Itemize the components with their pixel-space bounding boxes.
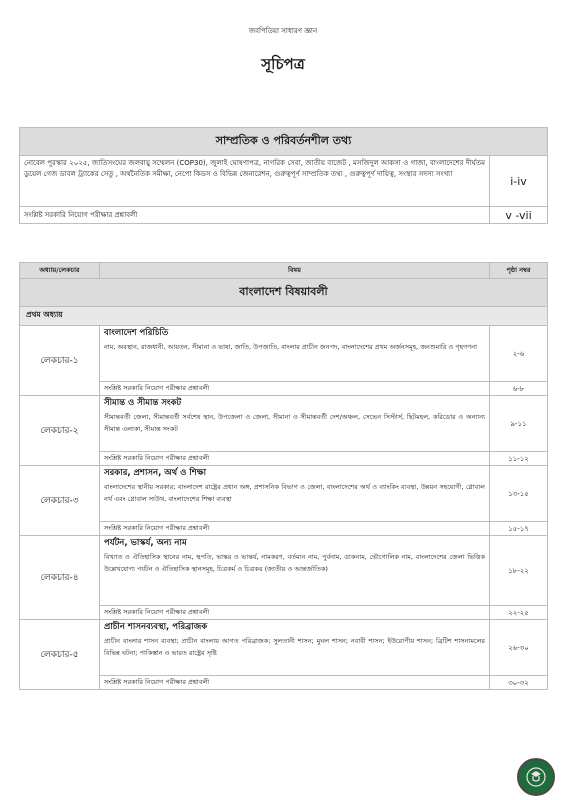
lecture-details: বিখ্যাত ও ঐতিহাসিক স্থানের নাম, স্থপতি, ভাস্কর ও ভাস্কর্য, নামকরণ, বর্তমান নাম, পুর্বনাম, ডাকনাম, ভৌগোলিক নাম, বাংলাদেশের জেলা ভিত্তিক উল্লেখযোগ্য পর্যটন ও ঐতিহাসিক স্থানসমূহ, চিত্রকর্ম ও চিত্রকর (জাতীয় ও আন্তর্জাতিক) — [104, 553, 485, 573]
lecture-title: পর্যটন, ভাস্কর্য, অন্য নাম — [104, 538, 187, 548]
current-affairs-topics: নোবেল পুরস্কার ২০২৫, জাতিসংঘের জলবায়ু সম্মেলন (COP30), জুলাই ঘোষণাপত্র, নাগরিক সেবা, জাতীয় বাজেট , মসজিদুল আকসা ও গাজা, বাংলাদেশের দীর্ঘতম ডুয়েল গেজ ডাবল ট্র্যাকের সেতু , অর্থনৈতিক সমীক্ষা, নেপো কিডস ও বিভিন্ন জেনারেশন, গুরুত্বপূর্ণ সাম্প্রতিক তথ্য , গুরুত্বপূর্ণ দায়িত্ব, সংস্থার সদস্য সংখ্যা — [20, 156, 490, 207]
lecture-pages: ১৮-২২ — [490, 536, 548, 606]
page-title: সূচিপত্র — [261, 55, 305, 73]
lecture-details: প্রাচীন বাংলার শাসন ব্যবস্থা; প্রাচীন বাংলায় আগত পরিব্রাজক; সুলতানী শাসন; মুঘল শাসন; নবাবী শাসন; ইউরোপীয় শাসন; ব্রিটিশ শাসনামলের বিভিন্ন ঘটনা; পাকিস্তান ও ভারত রাষ্ট্রের সৃষ্টি — [104, 637, 485, 657]
current-affairs-pyq: সংশ্লিষ্ট সরকারি নিয়োগ পরীক্ষার প্রশ্নাবলী — [20, 207, 490, 224]
lecture-label: লেকচার-২ — [20, 396, 100, 466]
col-header-topic: বিষয় — [100, 263, 490, 279]
pyq-pages: ১১-১২ — [490, 452, 548, 466]
pyq-label: সংশ্লিষ্ট সরকারি নিয়োগ পরীক্ষার প্রশ্নাবলী — [100, 452, 490, 466]
pyq-row — [20, 382, 548, 396]
lecture-cell — [100, 396, 490, 452]
lecture-title: বাংলাদেশ পরিচিতি — [104, 328, 169, 338]
lecture-pages: ১৩-১৫ — [490, 466, 548, 522]
col-header-chapter: অধ্যায়/লেকচার — [20, 263, 100, 279]
lecture-details: বাংলাদেশের স্থানীয় সরকার; বাংলাদেশ রাষ্ট্রের প্রধান অঙ্গ, প্রশাসনিক বিভাগ ও জেলা, বাংলাদেশের অর্থ ও ব্যাংকিং ব্যবস্থা, উন্নয়ন সহযোগী, গ্লোবাল নর্থ এবং গ্লোবাল সাউথ, বাংলাদেশের শিক্ষা ব্যবস্থা — [104, 483, 485, 503]
lecture-label: লেকচার-১ — [20, 326, 100, 396]
pyq-label: সংশ্লিষ্ট সরকারি নিয়োগ পরীক্ষার প্রশ্নাবলী — [100, 382, 490, 396]
pyq-label: সংশ্লিষ্ট সরকারি নিয়োগ পরীক্ষার প্রশ্নাবলী — [100, 606, 490, 620]
pyq-pages: ১৫-১৭ — [490, 522, 548, 536]
current-affairs-pyq-pages: v -vii — [490, 207, 548, 224]
lecture-label: লেকচার-৩ — [20, 466, 100, 536]
chapter-label: প্রথম অধ্যায় — [20, 307, 548, 326]
lecture-row — [20, 620, 548, 676]
lecture-details: সীমান্তবর্তী জেলা, সীমান্তবর্তী সর্বশেষ স্থান, উপজেলা ও জেলা, সীমানা ও সীমান্তবর্তী দেশ/অঞ্চল, সেভেন সিস্টার্স, ছিটমহল, করিডোর ও অন্যান্য সীমান্ত এলাকা, সীমান্ত সংকট — [104, 413, 485, 433]
lecture-label: লেকচার-৪ — [20, 536, 100, 620]
lecture-row — [20, 466, 548, 522]
lecture-cell — [100, 466, 490, 522]
lecture-title: সরকার, প্রশাসন, অর্থ ও শিক্ষা — [104, 468, 207, 478]
lecture-label: লেকচার-৫ — [20, 620, 100, 690]
seal-emblem-icon — [525, 766, 547, 788]
lecture-pages: ৯-১১ — [490, 396, 548, 452]
col-header-page: পৃষ্ঠা নম্বর — [490, 263, 548, 279]
pyq-label: সংশ্লিষ্ট সরকারি নিয়োগ পরীক্ষার প্রশ্নাবলী — [100, 676, 490, 690]
lecture-pages: ২৬-৩০ — [490, 620, 548, 676]
lecture-cell — [100, 620, 490, 676]
lecture-title: সীমান্ত ও সীমান্ত সংকট — [104, 398, 182, 408]
lecture-row — [20, 396, 548, 452]
contents-table — [19, 262, 548, 690]
publisher-seal-icon — [517, 758, 555, 796]
pyq-pages: ৩০-৩২ — [490, 676, 548, 690]
lecture-details: নাম, অবস্থান, রাজধানী, আয়তন, সীমানা ও ভাষা, জাতি, উপজাতি, বাংলার প্রাচীন জনপদ, বাংলাদেশের প্রথম অর্জনসমূহ, জনশুমারি ও গৃহগণনা — [104, 343, 478, 351]
lecture-row — [20, 536, 548, 606]
lecture-cell — [100, 326, 490, 382]
pyq-label: সংশ্লিষ্ট সরকারি নিয়োগ পরীক্ষার প্রশ্নাবলী — [100, 522, 490, 536]
current-affairs-pages: i-iv — [490, 156, 548, 207]
pyq-row — [20, 606, 548, 620]
current-affairs-heading: সাম্প্রতিক ও পরিবর্তনশীল তথ্য — [20, 128, 548, 156]
lecture-pages: ২-৬ — [490, 326, 548, 382]
part-title: বাংলাদেশ বিষয়াবলী — [20, 279, 548, 307]
pyq-pages: ৬-৮ — [490, 382, 548, 396]
current-affairs-table — [19, 127, 548, 224]
pyq-row — [20, 452, 548, 466]
running-head: জবপিডিয়া সাধারণ জ্ঞান — [248, 27, 318, 35]
pyq-pages: ২২-২৫ — [490, 606, 548, 620]
lecture-row — [20, 326, 548, 382]
lecture-cell — [100, 536, 490, 606]
lecture-title: প্রাচীন শাসনব্যবস্থা, পরিব্রাজক — [104, 622, 208, 632]
pyq-row — [20, 676, 548, 690]
pyq-row — [20, 522, 548, 536]
